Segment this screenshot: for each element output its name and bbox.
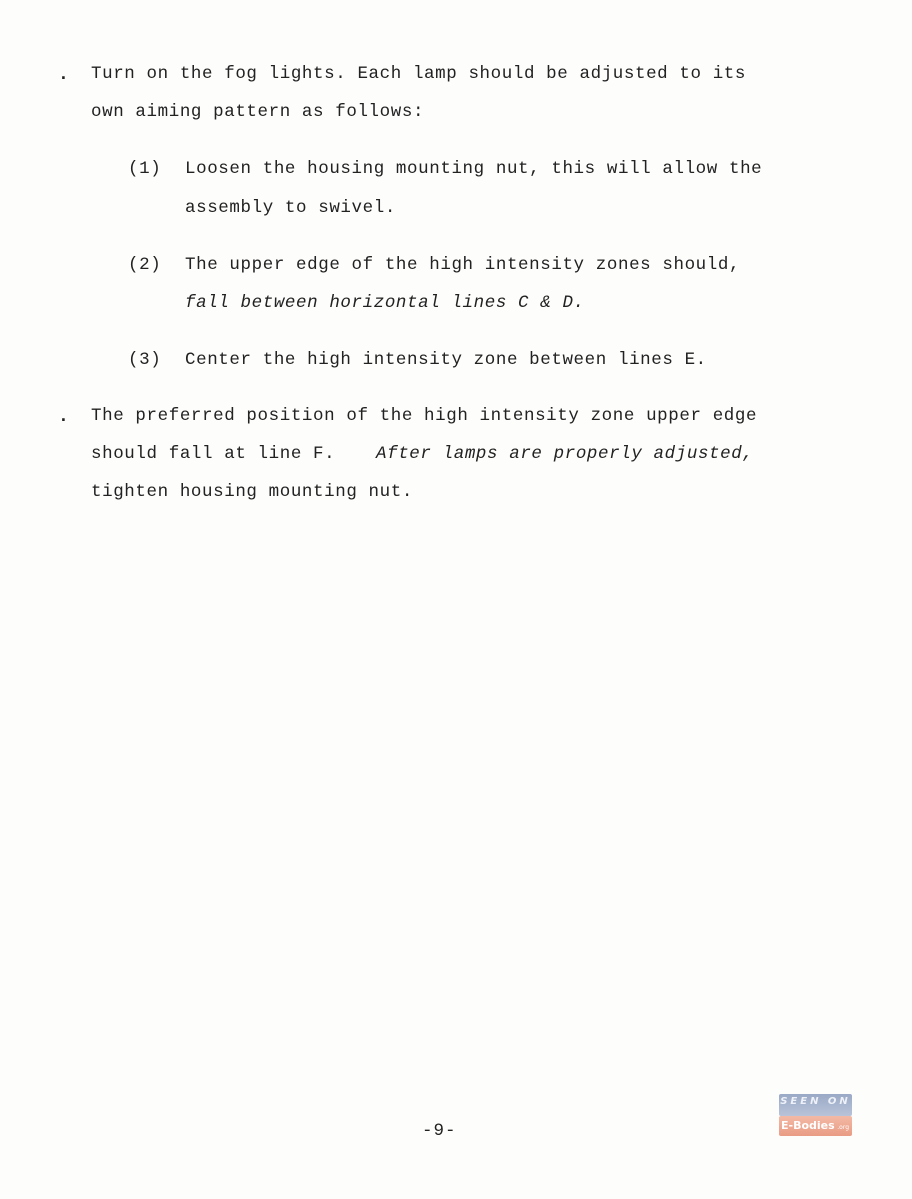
bullet-2-line-2: should fall at line F.: [91, 444, 336, 464]
bullet-1-line-2: own aiming pattern as follows:: [91, 102, 425, 122]
bullet-1-line-1: Turn on the fog lights. Each lamp should be adjusted to its: [91, 64, 747, 84]
step-2-line-1: The upper edge of the high intensity zones should,: [185, 255, 741, 275]
e-bodies-logo: [779, 1094, 852, 1140]
step-3-line-1: Center the high intensity zone between lines E.: [185, 350, 707, 370]
step-3-number: (3): [128, 350, 162, 370]
step-2-line-2: fall between horizontal lines C & D.: [185, 293, 585, 313]
bullet-dot: .: [58, 65, 69, 85]
bullet-2-line-2-italic: After lamps are properly adjusted,: [376, 444, 754, 464]
step-1-line-2: assembly to swivel.: [185, 198, 396, 218]
logo-bottom-text: E-Bodies: [781, 1119, 835, 1132]
step-1-number: (1): [128, 159, 162, 179]
page-number: -9-: [422, 1121, 457, 1141]
bullet-2-line-1: The preferred position of the high intensity zone upper edge: [91, 406, 758, 426]
logo-bottom-band: [779, 1116, 852, 1136]
bullet-dot: .: [58, 407, 69, 427]
logo-top-band: [779, 1094, 852, 1116]
step-1-line-1: Loosen the housing mounting nut, this will allow the: [185, 159, 763, 179]
bullet-2-line-3: tighten housing mounting nut.: [91, 482, 413, 502]
logo-top-text: SEEN ON: [780, 1096, 851, 1107]
step-2-number: (2): [128, 255, 162, 275]
logo-bottom-suffix: .org: [837, 1124, 849, 1131]
